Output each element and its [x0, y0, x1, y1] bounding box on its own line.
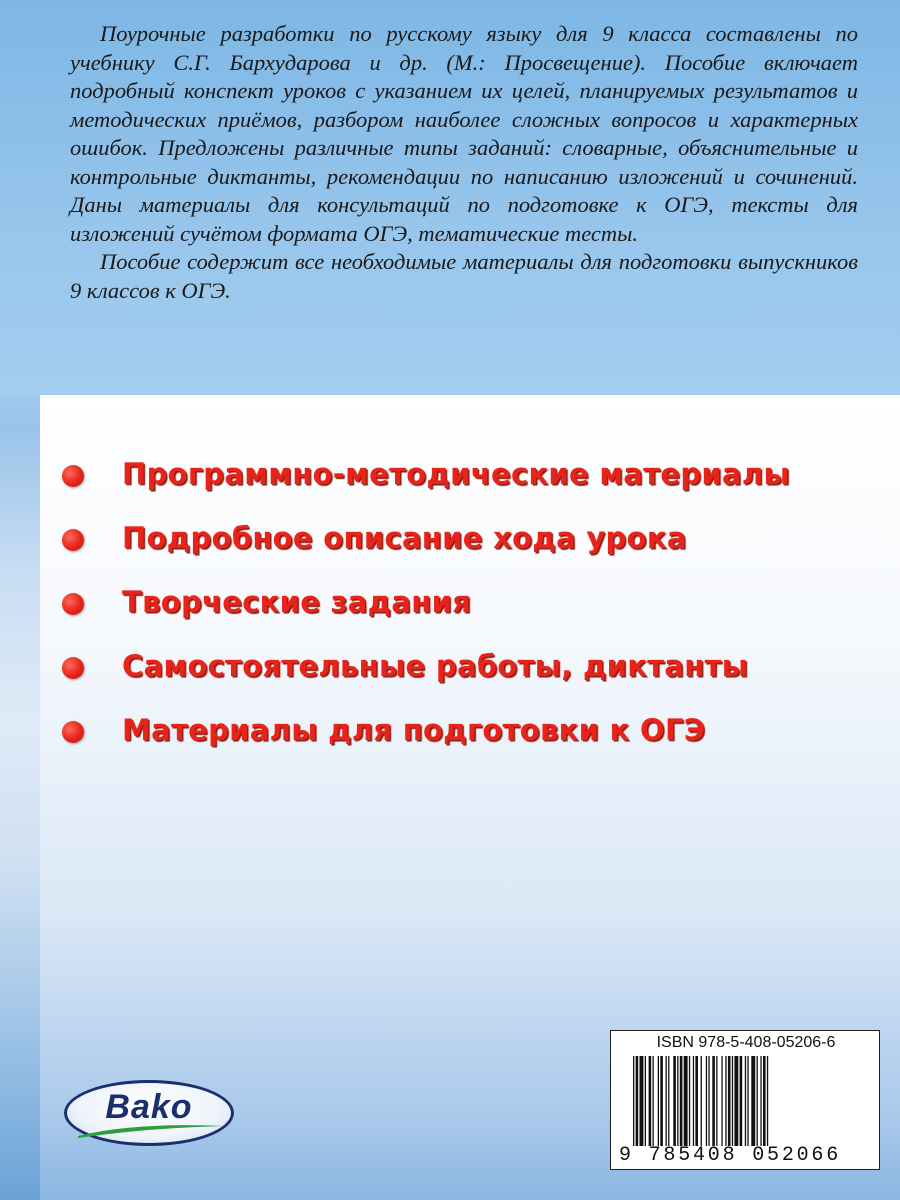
features-list	[62, 455, 842, 775]
feature-item	[62, 711, 842, 749]
feature-item	[62, 455, 842, 493]
feature-label: Подробное описание хода урока	[122, 521, 687, 555]
feature-item	[62, 519, 842, 557]
book-description	[70, 20, 858, 305]
description-paragraph-1: Поурочные разработки по русскому языку для 9 класса составлены по учебнику С.Г. Бархударова и др. (М.: Просвещение). Пособие включает подробный конспект уроков с указанием их целей, планируемых результатов и методических приёмов, разбором наиболее сложных вопросов и характерных ошибок. Предложены различные типы заданий: словарные, объяснительные и контрольные диктанты, рекомендации по написанию изложений и сочинений. Даны материалы для консультаций по подготовке к ОГЭ, тексты для изложений сучётом формата ОГЭ, тематические тесты.	[70, 21, 858, 246]
feature-label: Самостоятельные работы, диктанты	[122, 649, 749, 683]
feature-label: Материалы для подготовки к ОГЭ	[122, 713, 706, 747]
publisher-logo	[64, 1080, 234, 1146]
red-bullet-icon	[62, 529, 84, 551]
isbn-label: ISBN 978-5-408-05206-6	[656, 1034, 836, 1051]
red-bullet-icon	[62, 721, 84, 743]
barcode-digits: 9 785408 052066	[619, 1144, 842, 1167]
feature-label: Творческие задания	[122, 585, 472, 619]
red-bullet-icon	[62, 657, 84, 679]
red-bullet-icon	[62, 593, 84, 615]
description-paragraph-2: Пособие содержит все необходимые материалы для подготовки выпускников 9 классов к ОГЭ.	[70, 249, 858, 303]
feature-item	[62, 583, 842, 621]
feature-item	[62, 647, 842, 685]
isbn-barcode-block	[610, 1030, 880, 1170]
publisher-name: Bako	[105, 1088, 193, 1126]
barcode-icon	[631, 1056, 869, 1146]
feature-label: Программно-методические материалы	[122, 457, 790, 491]
red-bullet-icon	[62, 465, 84, 487]
